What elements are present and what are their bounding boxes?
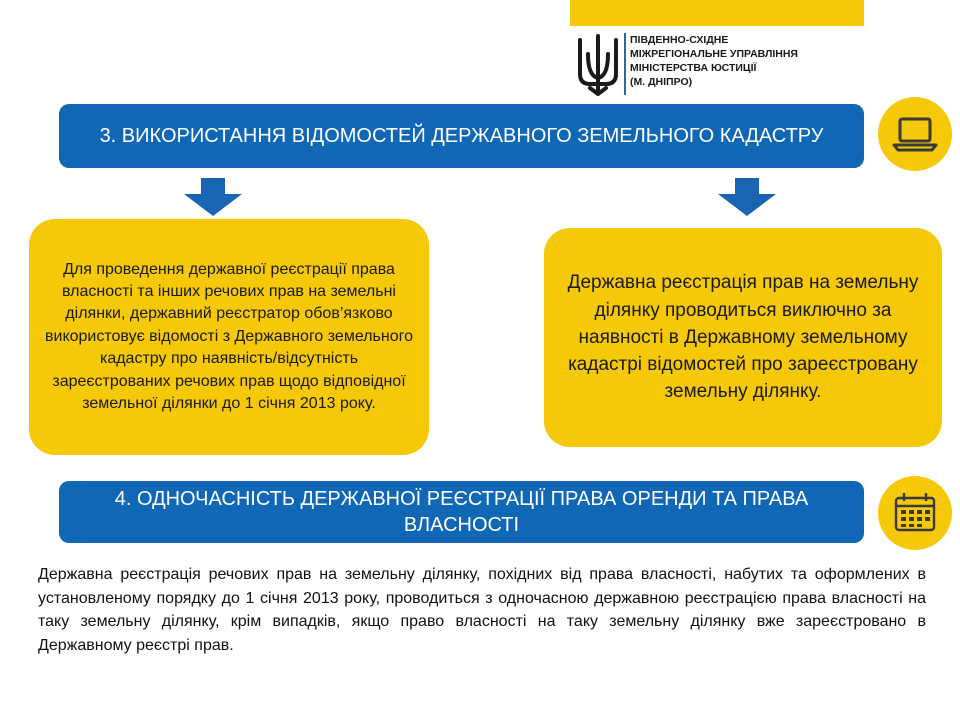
org-line-3: МІНІСТЕРСТВА ЮСТИЦІЇ <box>630 62 757 74</box>
top-accent-bar <box>570 0 864 26</box>
arrow-down-left-icon <box>184 178 242 216</box>
laptop-icon-badge <box>878 97 952 171</box>
arrow-down-right-icon <box>718 178 776 216</box>
registration-condition-note <box>544 228 942 447</box>
org-line-1: ПІВДЕННО-СХІДНЕ <box>630 34 729 46</box>
calendar-icon <box>878 476 952 550</box>
cadastre-usage-text: Для проведення державної реєстрації права власності та інших речових прав на земельні ділянки, державний реєстратор обов’язково використовує відомості з Державного земельного кадастру про наявність/відсутність зареєстрованих речових прав щодо відповідної земельної ділянки до 1 січня 2013 року. <box>45 260 413 413</box>
section-4-title: 4. ОДНОЧАСНІСТЬ ДЕРЖАВНОЇ РЕЄСТРАЦІЇ ПРАВА ОРЕНДИ ТА ПРАВА ВЛАСНОСТІ <box>59 481 864 543</box>
calendar-icon-badge <box>878 476 952 550</box>
simultaneous-registration-paragraph: Державна реєстрація речових прав на земельну ділянку, похідних від права власності, набутих та оформлених в установленому порядку до 1 січня 2013 року, проводиться з одночасною державною реєстрацією права власності на таку земельну ділянку, крім випадків, якщо право власності на таку земельну ділянку вже зареєстровано в Державному реєстрі прав. <box>38 566 926 654</box>
cadastre-usage-note <box>29 219 429 455</box>
org-line-2: МІЖРЕГІОНАЛЬНЕ УПРАВЛІННЯ <box>630 48 798 60</box>
org-line-4: (М. ДНІПРО) <box>630 76 693 88</box>
registration-condition-text: Державна реєстрація прав на земельну ділянку проводиться виключно за наявності в Державному земельному кадастрі відомостей про зареєстровану земельну ділянку. <box>567 272 919 403</box>
laptop-icon <box>878 97 952 171</box>
organization-name <box>624 33 864 95</box>
section-3-title: 3. ВИКОРИСТАННЯ ВІДОМОСТЕЙ ДЕРЖАВНОГО ЗЕМЕЛЬНОГО КАДАСТРУ <box>59 104 864 168</box>
trident-emblem-icon <box>574 34 622 96</box>
